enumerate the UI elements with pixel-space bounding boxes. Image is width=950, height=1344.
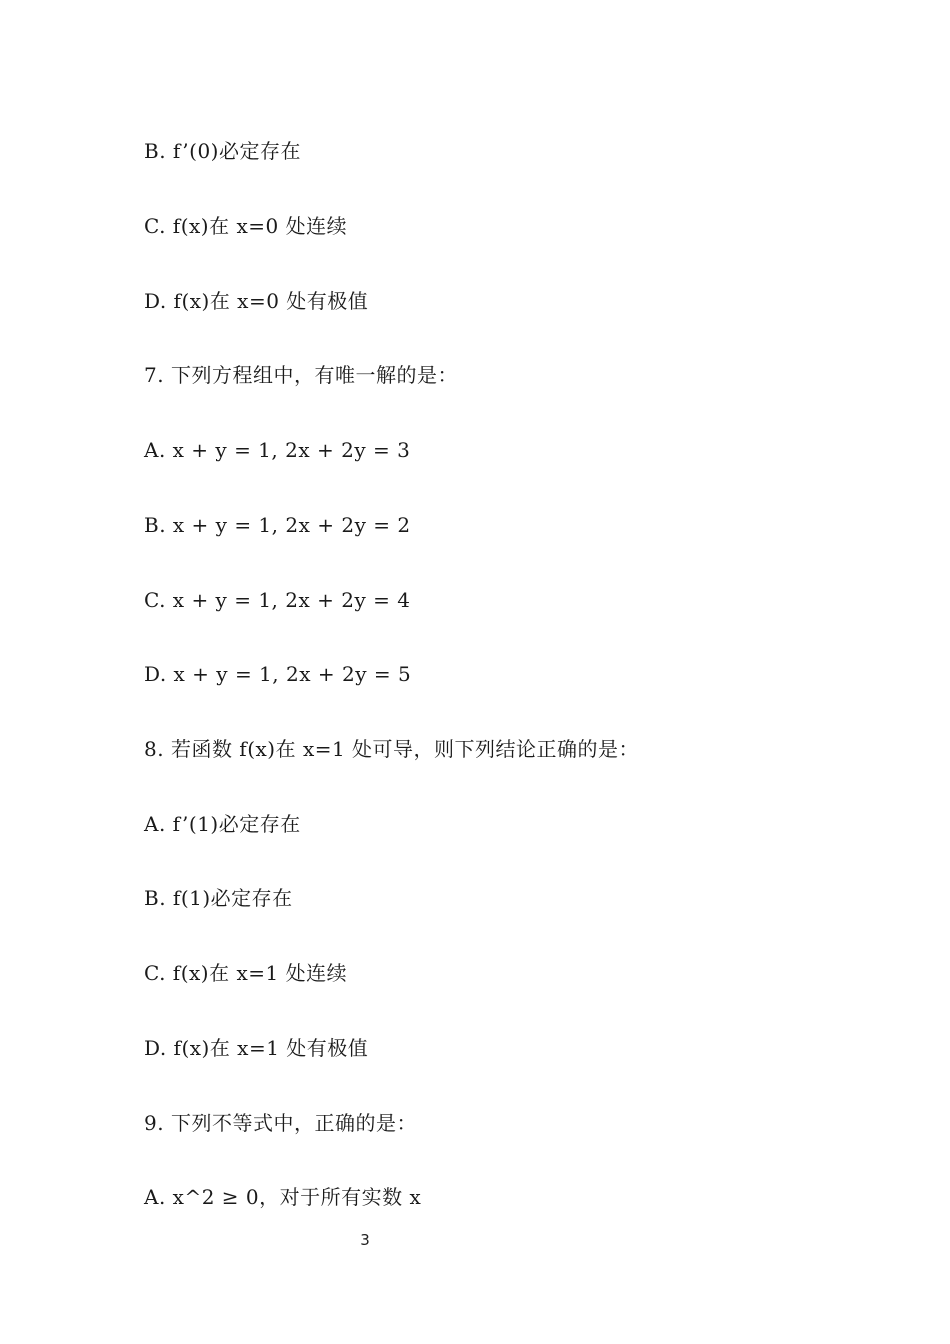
option-q7-c: C. x + y = 1, 2x + 2y = 4 — [144, 588, 411, 612]
option-q8-b: B. f(1)必定存在 — [144, 886, 293, 910]
option-q8-d: D. f(x)在 x=1 处有极值 — [144, 1036, 369, 1060]
question-7: 7. 下列方程组中，有唯一解的是： — [144, 363, 458, 387]
option-q9-a: A. x^2 ≥ 0，对于所有实数 x — [144, 1185, 422, 1209]
option-q7-d: D. x + y = 1, 2x + 2y = 5 — [144, 662, 412, 686]
option-q7-a: A. x + y = 1, 2x + 2y = 3 — [144, 438, 411, 462]
question-8: 8. 若函数 f(x)在 x=1 处可导，则下列结论正确的是： — [144, 737, 640, 761]
option-q8-a: A. f’(1)必定存在 — [144, 812, 301, 836]
question-9: 9. 下列不等式中，正确的是： — [144, 1111, 417, 1135]
option-q8-c: C. f(x)在 x=1 处连续 — [144, 961, 348, 985]
option-q6-d: D. f(x)在 x=0 处有极值 — [144, 289, 369, 313]
page-number: 3 — [360, 1231, 370, 1249]
option-q6-c: C. f(x)在 x=0 处连续 — [144, 214, 348, 238]
option-q7-b: B. x + y = 1, 2x + 2y = 2 — [144, 513, 411, 537]
option-q6-b: B. f’(0)必定存在 — [144, 139, 301, 163]
